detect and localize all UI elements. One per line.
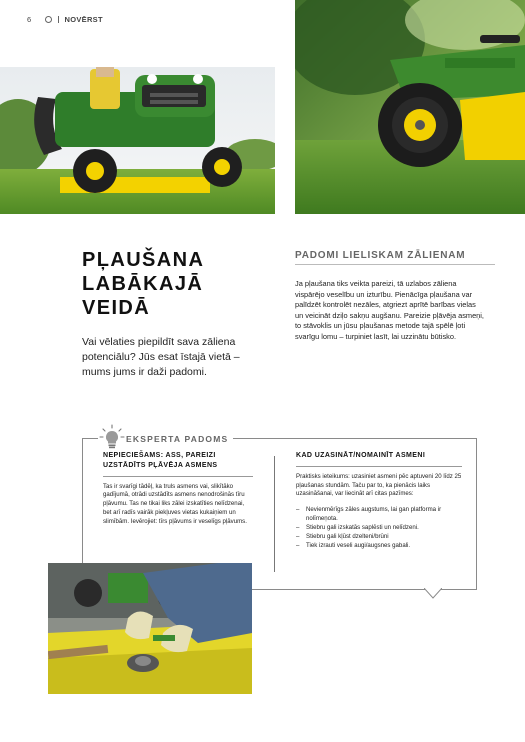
- blade-maintenance-photo: [48, 563, 252, 694]
- column-divider: [274, 456, 275, 572]
- tip-label-text: EKSPERTA PADOMS: [126, 434, 229, 444]
- page-title: [82, 248, 272, 320]
- section-label: NOVĒRST: [64, 14, 103, 24]
- title-line: VEIDĀ: [82, 297, 151, 319]
- mower-wheel-photo: [295, 0, 525, 214]
- tip-column-right: [296, 451, 462, 550]
- separator: [58, 16, 59, 23]
- divider: [103, 476, 253, 477]
- list-item-text: Nevienmērīgs zāles augstums, lai gan platforma ir nolīmeņota.: [306, 506, 442, 523]
- list-item-text: Stiebru gali izskatās saplēsti un nelīdzeni.: [306, 523, 419, 531]
- divider: [296, 466, 462, 467]
- section-body: Ja pļaušana tiks veikta pareizi, tā uzlabos zāliena vispārējo veselību un izturību. Pienācīga pļaušana var palīdzēt kontrolēt nezāles, atgriezt aprītē barības vielas un veicināt dziļo sakņu augšanu. Pareizie pļāvēja asmeņi, to stāvoklis un jūsu pļaušanas metode tajā spēlē ļoti svarīgu lomu – turpiniet lasīt, lai uzzinātu būtisko.: [295, 279, 484, 341]
- tip-right-body: Praktisks ieteikums: uzasiniet asmeni pēc aptuveni 20 līdz 25 pļaušanas stundām. Taču par to, ka pienācis laiks uzasināšanai, var liecināt arī citas pazīmes:: [296, 472, 462, 498]
- circle-icon: [45, 16, 52, 23]
- tip-right-heading: KAD UZASINĀT/NOMAINĪT ASMENI: [296, 452, 426, 459]
- expert-tip-label: [98, 423, 233, 451]
- title-line: PĻAUŠANA: [82, 249, 205, 271]
- list-item-text: Stiebru gali kļūst dzelteni/brūni: [306, 532, 389, 540]
- sign-list: [296, 506, 462, 550]
- list-item: – Nevienmērīgs zāles augstums, lai gan platforma ir nolīmeņota.: [296, 506, 462, 524]
- lightbulb-icon: [98, 423, 126, 451]
- divider: [295, 264, 495, 265]
- list-item: – Stiebru gali izskatās saplēsti un nelīdzeni.: [296, 523, 419, 531]
- tip-column-left: [103, 451, 253, 527]
- page-number: 6: [27, 14, 32, 24]
- list-item: – Tiek izrauti veseli augi/augsnes gabali.: [296, 541, 411, 549]
- list-item-text: Tiek izrauti veseli augi/augsnes gabali.: [306, 541, 411, 549]
- tip-left-body: Tas ir svarīgi tādēļ, ka truls asmens vai, slikītāko gadījumā, otrādi uzstādīts asmens nenodrošinās tīru pļāvumu. Tas ne tikai liks zālei izskatīties nelīdzenai, bet arī radīs vairāk piekļuves vietas kukaiņiem un slimībām. Ievērojiet: tīrs pļāvums ir veselīgs pļāvums.: [103, 482, 247, 525]
- tip-left-heading: NEPIECIEŠAMS: ASS, PAREIZI UZSTĀDĪTS PĻĀVĒJA ASMENS: [103, 452, 218, 469]
- speech-pointer: [424, 588, 442, 600]
- section-heading: PADOMI LIELISKAM ZĀLIENAM: [295, 250, 466, 261]
- page-header: [27, 13, 103, 25]
- riding-mower-photo: [0, 67, 275, 214]
- list-item: – Stiebru gali kļūst dzelteni/brūni: [296, 532, 389, 540]
- intro-text: Vai vēlaties piepildīt sava zāliena potenciālu? Jūs esat īstajā vietā – mums jums ir daži padomi.: [82, 336, 240, 379]
- title-line: LABĀKAJĀ: [82, 273, 204, 295]
